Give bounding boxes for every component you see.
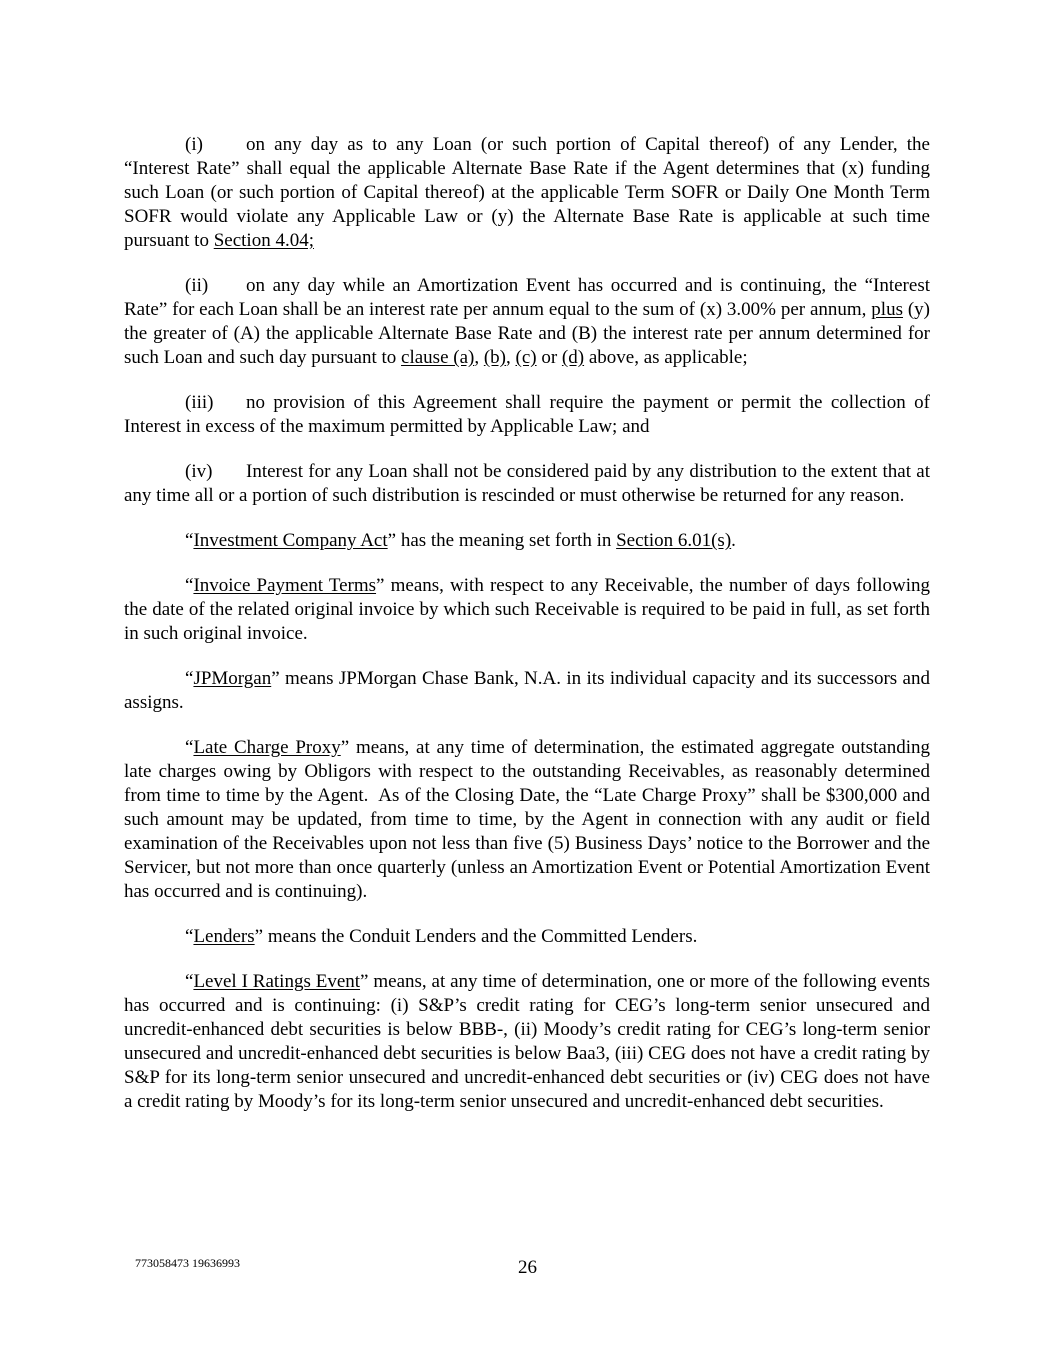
- clause-number: (i): [185, 134, 203, 155]
- definition-text: ” means, at any time of determination, the estimated aggregate outstanding late charges owing by Obligors with respect to the outstanding Receivables, as reasonably determined from time to time by the Agent. As of the Closing Date, the “Late Charge Proxy” shall be $300,000 and such amount may be updated, from time to time, by the Agent in connection with any audit or field examination of the Receivables upon not less than five (5) Business Days’ notice to the Borrower and the Servicer, but not more than once quarterly (unless an Amortization Event or Potential Amortization Event has occurred and is continuing).: [124, 737, 935, 902]
- section-reference: Section 4.04;: [213, 230, 314, 251]
- document-id: 773058473 19636993: [135, 1256, 240, 1270]
- clause-c-reference: (c): [515, 347, 537, 368]
- clause-iv: [124, 460, 930, 508]
- page-number: 26: [518, 1257, 537, 1278]
- separator: ,: [474, 347, 484, 368]
- definition-text: ” means, with respect to any Receivable, the number of days following the date of the related original invoice by which such Receivable is required to be paid in full, as set forth in such original invoice.: [124, 575, 930, 644]
- clause-text: Interest for any Loan shall not be considered paid by any distribution to the extent that at any time all or a portion of such distribution is rescinded or must otherwise be returned for any reason.: [124, 461, 930, 506]
- clause-a-reference: clause (a): [401, 347, 475, 368]
- clause-text: on any day while an Amortization Event has occurred and is continuing, the “Interest Rate” for each Loan shall be an interest rate per annum equal to the sum of (x) 3.00% per annum,: [124, 275, 930, 320]
- definition-invoice-payment-terms: [124, 574, 930, 646]
- plus-term: plus: [871, 299, 903, 320]
- document-body: [124, 133, 935, 1135]
- period: .: [731, 530, 736, 551]
- definition-text: ” means JPMorgan Chase Bank, N.A. in its individual capacity and its successors and assigns.: [124, 668, 930, 713]
- definition-text: ” means, at any time of determination, one or more of the following events has occurred and is continuing: (i) S&P’s credit rating for CEG’s long-term senior unsecured and uncredit-enhanced debt securities is below BBB-, (ii) Moody’s credit rating for CEG’s long-term senior unsecured and uncredit-enhanced debt securities is below Baa3, (iii) CEG does not have a credit rating by S&P for its long-term senior unsecured and uncredit-enhanced debt securities or (iv) CEG does not have a credit rating by Moody’s for its long-term senior unsecured and uncredit-enhanced debt securities.: [124, 971, 930, 1112]
- defined-term: Investment Company Act: [193, 530, 388, 551]
- clause-ii: [124, 274, 930, 370]
- clause-number: (ii): [185, 275, 209, 296]
- definition-investment-company-act: [124, 529, 930, 553]
- clause-i: [124, 133, 930, 253]
- definition-jpmorgan: [124, 667, 930, 715]
- clause-text: on any day as to any Loan (or such portion of Capital thereof) of any Lender, the “Interest Rate” shall equal the applicable Alternate Base Rate if the Agent determines that (x) funding such Loan (or such portion of Capital thereof) at the applicable Term SOFR or Daily One Month Term SOFR would violate any Applicable Law or (y) the Alternate Base Rate is applicable at such time pursuant to: [124, 134, 930, 251]
- open-quote: “: [185, 926, 194, 947]
- defined-term: Lenders: [193, 926, 255, 947]
- open-quote: “: [185, 737, 194, 758]
- defined-term: JPMorgan: [193, 668, 272, 689]
- definition-lenders: [124, 925, 930, 949]
- open-quote: “: [185, 530, 194, 551]
- definition-text: ” means the Conduit Lenders and the Committed Lenders.: [254, 926, 698, 947]
- open-quote: “: [185, 668, 194, 689]
- section-reference: Section 6.01(s): [616, 530, 732, 551]
- open-quote: “: [185, 971, 194, 992]
- clause-text: above, as applicable;: [584, 347, 748, 368]
- separator: or: [536, 347, 562, 368]
- clause-b-reference: (b): [483, 347, 506, 368]
- clause-text: no provision of this Agreement shall require the payment or permit the collection of Interest in excess of the maximum permitted by Applicable Law; and: [124, 392, 930, 437]
- clause-d-reference: (d): [561, 347, 585, 368]
- definition-late-charge-proxy: [124, 736, 935, 904]
- open-quote: “: [185, 575, 194, 596]
- clause-number: (iv): [185, 461, 213, 482]
- clause-number: (iii): [185, 392, 214, 413]
- definition-text: ” has the meaning set forth in: [387, 530, 617, 551]
- clause-text: (y) the greater of (A) the applicable Alternate Base Rate and (B) the interest rate per annum determined for such Loan and such day pursuant to: [124, 299, 931, 368]
- clause-iii: [124, 391, 930, 439]
- defined-term: Late Charge Proxy: [193, 737, 341, 758]
- separator: ,: [506, 347, 516, 368]
- defined-term: Invoice Payment Terms: [193, 575, 377, 596]
- definition-level-i-ratings-event: [124, 970, 930, 1114]
- defined-term: Level I Ratings Event: [193, 971, 361, 992]
